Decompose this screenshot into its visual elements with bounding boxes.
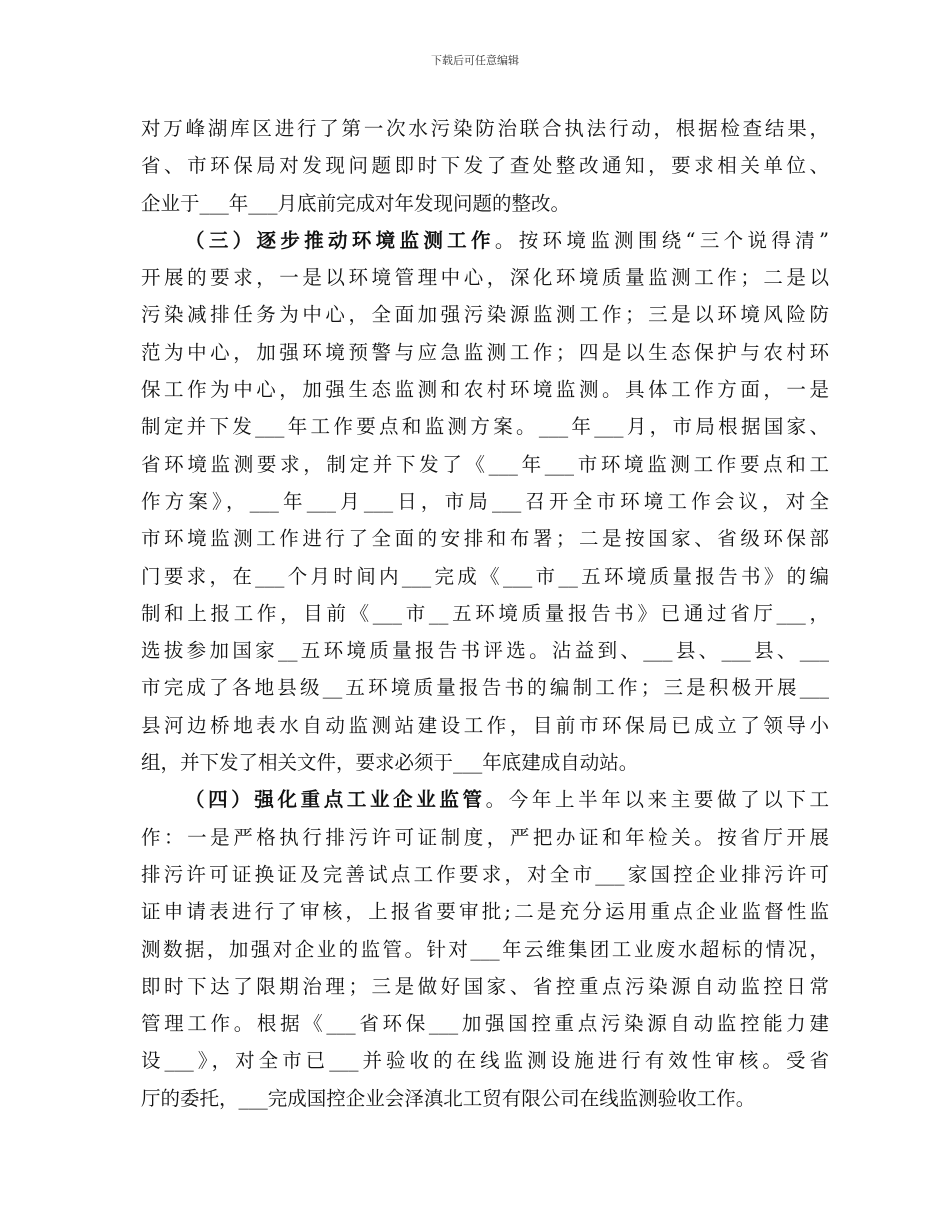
text-line: 制定并下发___年工作要点和监测方案。___年___月，市局根据国家、 bbox=[141, 415, 829, 439]
text-line: 作：一是严格执行排污许可证制度，严把办证和年检关。按省厅开展 bbox=[141, 825, 829, 849]
text-line: 市完成了各地县级__五环境质量报告书的编制工作；三是积极开展___ bbox=[141, 676, 829, 700]
text-line: 污染减排任务为中心，全面加强污染源监测工作；三是以环境风险防 bbox=[141, 303, 829, 327]
text-line: 保工作为中心，加强生态监测和农村环境监测。具体工作方面，一是 bbox=[141, 378, 829, 402]
paragraph bbox=[141, 781, 829, 1117]
text-line: 企业于___年___月底前完成对年发现问题的整改。 bbox=[141, 191, 571, 215]
text-line-rest: 。按环境监测围绕“三个说得清” bbox=[494, 228, 829, 252]
text-line: 选拔参加国家__五环境质量报告书评选。沾益到、___县、___县、___ bbox=[141, 639, 829, 663]
text-line: 排污许可证换证及完善试点工作要求，对全市___家国控企业排污许可 bbox=[141, 862, 829, 886]
page-header: 下载后可任意编辑 bbox=[431, 54, 519, 67]
text-line: 范为中心，加强环境预警与应急监测工作；四是以生态保护与农村环 bbox=[141, 340, 829, 364]
text-line bbox=[141, 781, 829, 818]
text-line: 开展的要求，一是以环境管理中心，深化环境质量监测工作；二是以 bbox=[141, 266, 829, 290]
text-line: 证申请表进行了审核，上报省要审批;二是充分运用重点企业监督性监 bbox=[141, 900, 829, 924]
section-heading: （四）强化重点工业企业监管 bbox=[185, 788, 486, 812]
text-line: 对万峰湖库区进行了第一次水污染防治联合执法行动，根据检查结果， bbox=[141, 117, 829, 140]
text-line: 设___》，对全市已___并验收的在线监测设施进行有效性审核。受省 bbox=[141, 1049, 829, 1073]
text-line: 门要求，在___个月时间内___完成《___市__五环境质量报告书》的编 bbox=[141, 564, 829, 588]
text-line: 制和上报工作，目前《___市__五环境质量报告书》已通过省厅___， bbox=[141, 601, 829, 625]
paragraph bbox=[141, 222, 829, 781]
text-line: 组，并下发了相关文件，要求必须于___年底建成自动站。 bbox=[141, 751, 639, 775]
text-line: 县河边桥地表水自动监测站建设工作，目前市环保局已成立了领导小 bbox=[141, 713, 829, 737]
section-heading: （三）逐步推动环境监测工作 bbox=[185, 228, 495, 252]
document-body bbox=[141, 110, 829, 1117]
text-line: 测数据，加强对企业的监管。针对___年云维集团工业废水超标的情况， bbox=[141, 937, 829, 961]
text-line: 省、市环保局对发现问题即时下发了查处整改通知，要求相关单位、 bbox=[141, 154, 829, 178]
text-line bbox=[141, 222, 829, 259]
text-line: 厅的委托，___完成国控企业会泽滇北工贸有限公司在线监测验收工作。 bbox=[141, 1086, 756, 1110]
text-line: 市环境监测工作进行了全面的安排和布署；二是按国家、省级环保部 bbox=[141, 527, 829, 551]
paragraph bbox=[141, 110, 829, 222]
text-line: 作方案》，___年___月___日，市局___召开全市环境工作会议，对全 bbox=[141, 489, 829, 513]
text-line: 省环境监测要求，制定并下发了《___年___市环境监测工作要点和工 bbox=[141, 452, 829, 476]
text-line-rest: 。今年上半年以来主要做了以下工 bbox=[485, 788, 829, 812]
text-line: 即时下达了限期治理；三是做好国家、省控重点污染源自动监控日常 bbox=[141, 974, 829, 998]
text-line: 管理工作。根据《___省环保___加强国控重点污染源自动监控能力建 bbox=[141, 1012, 829, 1036]
